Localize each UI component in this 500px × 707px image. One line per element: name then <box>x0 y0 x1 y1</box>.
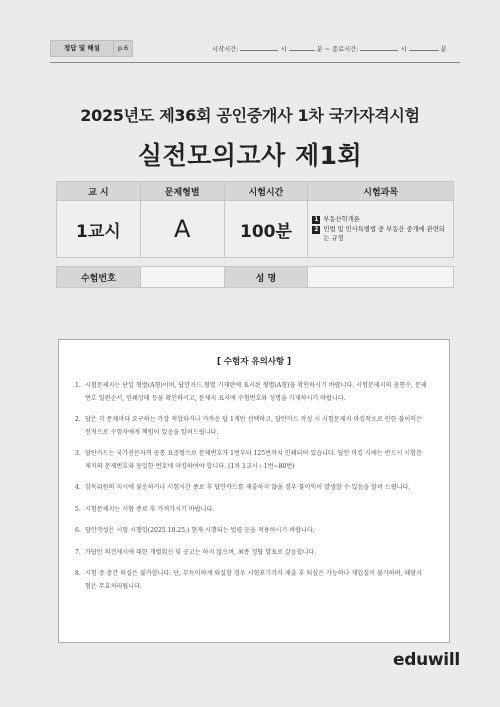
subject-text: 부동산학개론 <box>323 216 360 223</box>
notice-title: [ 수험자 유의사항 ] <box>216 357 292 367</box>
start-minute-blank[interactable] <box>289 44 315 51</box>
end-hour-unit: 시 <box>400 46 407 53</box>
notice-item: 6. 답안작성은 시험 시행일(2025.10.25.) 현재 시행되는 법령 등을 적용하시기 바랍니다. <box>75 527 315 534</box>
period-value: 1교시 <box>57 201 141 258</box>
header-duration: 시험시간 <box>224 182 308 201</box>
subject-number-badge: 1 <box>314 215 319 223</box>
subject-item <box>312 225 449 243</box>
section-tag <box>50 40 133 57</box>
subject-number-badge: 2 <box>314 225 319 233</box>
exam-info-table <box>56 181 454 288</box>
name-field[interactable] <box>308 267 454 288</box>
notice-item: 5. 시험문제지는 시험 종료 후 가져가시기 바랍니다. <box>75 505 215 513</box>
start-time-label: 시작시간: <box>212 46 239 53</box>
notice-item: 7. 가답안 의견제시에 대한 개별회신 및 공고는 하지 않으며, 최종 정답 발표로 갈음합니다. <box>75 548 317 556</box>
subjects-cell <box>308 201 454 258</box>
subject-item <box>312 215 449 224</box>
notice-item: 8. 시험 중 중간 퇴실은 불가합니다. 단, 부득이하게 퇴실할 경우 시험포기각서 제출 후 퇴실은 가능하나 재입실이 불가하며, 해당시험은 무효처리됩니다. <box>75 570 423 590</box>
exam-number-label: 수험번호 <box>57 267 141 288</box>
start-hour-blank[interactable] <box>240 44 278 51</box>
notice-item: 4. 감독위원의 지시에 불응하거나 시험시간 종료 후 답안카드를 제출하지 않을 경우 불이익이 발생할 수 있음을 알려 드립니다. <box>75 484 411 491</box>
end-minute-unit: 분 <box>440 46 447 53</box>
exam-number-field[interactable] <box>140 267 224 288</box>
end-hour-blank[interactable] <box>360 44 398 51</box>
start-hour-unit: 시 <box>280 46 287 53</box>
exam-title: 2025년도 제36회 공인중개사 1차 국가자격시험 <box>80 106 420 125</box>
header-bar <box>50 38 460 58</box>
candidate-notice <box>58 339 450 643</box>
header-period: 교 시 <box>57 182 141 201</box>
notice-item: 1. 시험문제지는 단일 형별(A형)이며, 답안카드 형별 기재란에 표시된 형별(A형)을 확인하시기 바랍니다. 시험문제지의 총면수, 문제번호 일련순서, 인쇄상태 등을 확인하시고, 문제지 표지에 수험번호와 성명을 기재하시기 바랍니다. <box>75 382 427 402</box>
eduwill-logo: eduwill <box>393 650 460 670</box>
notice-item: 3. 답안카드는 국가전문자격 공통 표준형으로 문제번호가 1번부터 125번까지 인쇄되어 있습니다. 답안 마킹 시에는 반드시 시험문제지의 문제번호와 동일한 번호에 마킹하여야 합니다. (1차 1교시 : 1번~80번) <box>75 450 422 470</box>
header-type: 문제형별 <box>140 182 224 201</box>
section-label: 정답 및 해설 <box>51 41 114 56</box>
page-number: p.6 <box>117 44 129 52</box>
header-divider <box>50 62 460 63</box>
duration-value: 100분 <box>224 201 308 258</box>
time-record <box>212 44 447 53</box>
notice-list <box>59 380 449 593</box>
notice-item: 2. 답은 각 문제마다 요구하는 가장 적합하거나 가까운 답 1개만 선택하고, 답안카드 작성 시 시험문제지 마킹착오로 인한 불이익은 전적으로 수험자에게 책임이 있음을 알려드립니다. <box>75 416 423 436</box>
type-value: A <box>140 201 224 258</box>
name-label: 성 명 <box>224 267 308 288</box>
header-subjects: 시험과목 <box>308 182 454 201</box>
end-minute-blank[interactable] <box>409 44 439 51</box>
subject-text: 민법 및 민사특별법 중 부동산 중개에 관련되는 규정 <box>323 226 445 242</box>
end-time-label: 종료시간: <box>332 46 359 53</box>
start-minute-unit: 분 ~ <box>316 46 330 53</box>
exam-subtitle: 실전모의고사 제1회 <box>137 141 363 170</box>
